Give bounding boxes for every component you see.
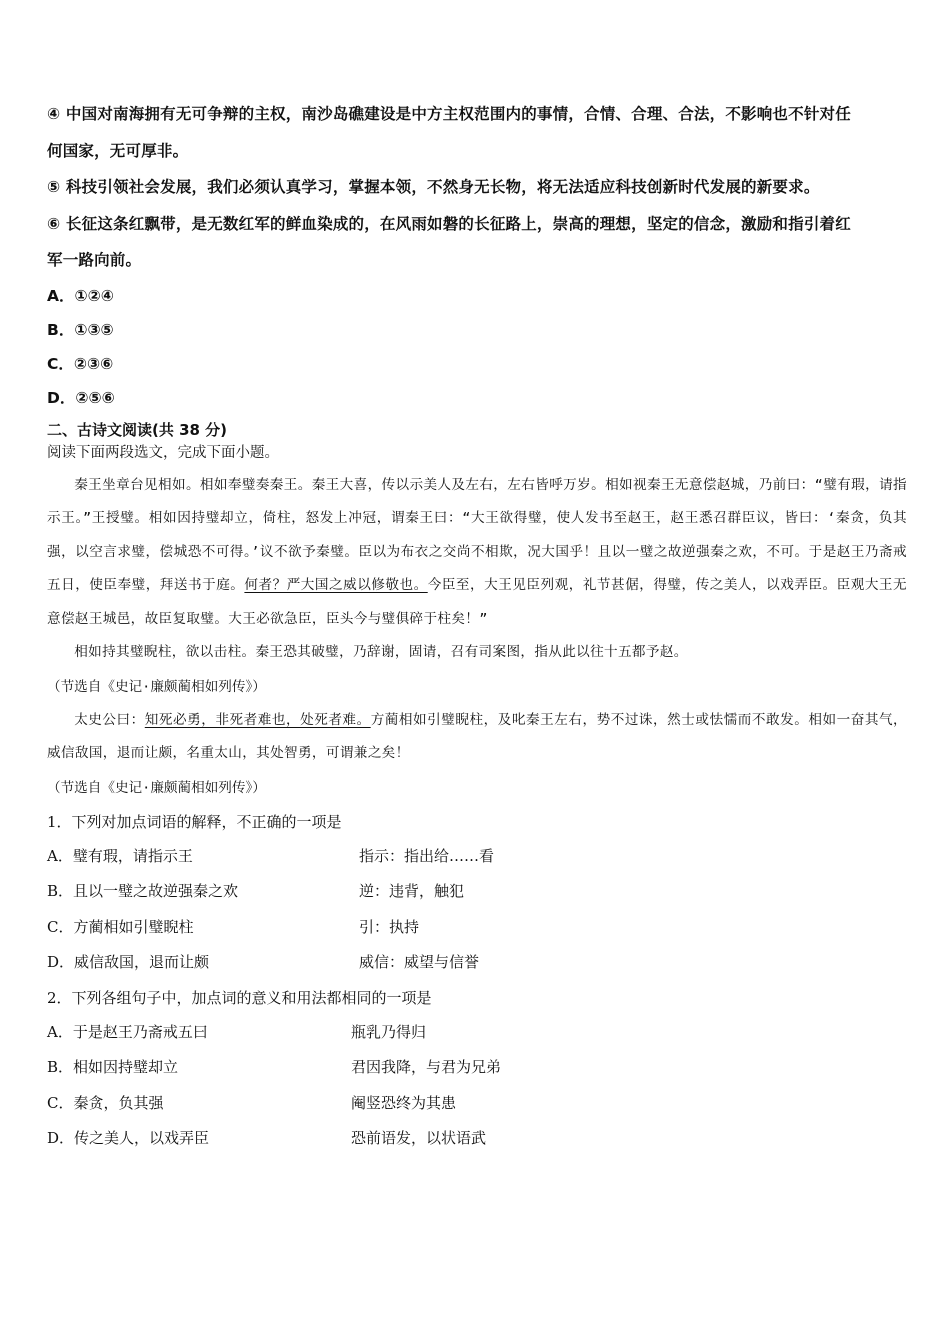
question-2-option-a-text: A．于是赵王乃斋戒五曰 [47, 1022, 208, 1041]
question-2-option-b[interactable] [47, 1050, 907, 1086]
statement-4-line1: ④ 中国对南海拥有无可争辩的主权，南沙岛礁建设是中方主权范围内的事情，合情、合理、合法，不影响也不针对任 [47, 105, 851, 123]
statement-4 [47, 96, 907, 169]
choice-b[interactable]: B．①③⑤ [47, 320, 114, 339]
passage-1-text-a: 秦王坐章台见相如。相如奉璧奏秦王。秦王大喜，传以示美人及左右，左右皆呼万岁。相如视秦王无意偿赵城，乃前曰：“璧有瑕，请指示王。”王授璧。相如因持璧却立，倚柱，怒发上冲冠，谓秦王曰：“大王欲得璧，使人发书至赵王，赵王悉召群臣议，皆曰：‘秦贪，负其强，以空言求璧，偿城恐不可得。’议不欲予秦璧。臣以为布衣之交尚不相欺，况大国乎！且以一璧之故逆强秦之欢，不可。于是赵王乃斋戒五日，使臣奉璧，拜送书于庭。 [47, 476, 907, 593]
question-1-option-d[interactable] [47, 945, 907, 981]
question-1-stem: 1．下列对加点词语的解释，不正确的一项是 [47, 812, 342, 831]
document-page [47, 96, 907, 1157]
statement-5 [47, 169, 907, 206]
question-2-option-b-text: B．相如因持璧却立 [47, 1058, 179, 1076]
section-title: 二、古诗文阅读(共 38 分) [47, 420, 228, 439]
passage-1-paragraph-1 [47, 469, 907, 637]
question-1-option-a-gloss: 指示：指出给……看 [359, 846, 495, 865]
passage-2-text: 方蔺相如引璧睨柱，及叱秦王左右，势不过诛，然士或怯懦而不敢发。相如一奋其气，威信敌国，退而让颇，名重太山，其处智勇，可谓兼之矣！ [47, 711, 908, 761]
question-2-option-d-pair: 恐前语发，以状语武 [351, 1129, 487, 1147]
question-1-option-d-text: D．威信敌国，退而让颇 [47, 953, 210, 971]
choice-a[interactable]: A．①②④ [47, 286, 114, 305]
passage-2-paragraph [47, 704, 907, 771]
passage-1-text-b: 今臣至，大王见臣列观，礼节甚倨，得璧，传之美人，以戏弄臣。臣观大王无意偿赵王城邑，故臣复取璧。大王必欲急臣，臣头今与璧俱碎于柱矣！” [47, 577, 907, 627]
question-1-option-b-gloss: 逆：违背，触犯 [359, 882, 465, 900]
question-1-option-c[interactable] [47, 910, 907, 946]
answer-choices [47, 279, 907, 415]
passage-2-source: （节选自《史记·廉颇蔺相如列传》） [47, 779, 266, 796]
section-instruction: 阅读下面两段选文，完成下面小题。 [47, 444, 279, 461]
statement-4-line2: 何国家，无可厚非。 [47, 141, 189, 160]
question-2-option-c-text: C．秦贪，负其强 [47, 1093, 164, 1112]
question-2-option-a[interactable] [47, 1015, 907, 1051]
question-1-option-b-text: B．且以一璧之故逆强秦之欢 [47, 882, 239, 900]
question-2 [47, 981, 907, 1157]
choice-c[interactable]: C．②③⑥ [47, 354, 114, 373]
passage-2-prefix: 太史公曰： [74, 711, 145, 728]
question-1-option-d-gloss: 威信：威望与信誉 [359, 953, 480, 971]
question-2-option-b-pair: 君因我降，与君为兄弟 [351, 1058, 502, 1076]
passage-1-paragraph-2: 相如持其璧睨柱，欲以击柱。秦王恐其破璧，乃辞谢，固请，召有司案图，指从此以往十五都予赵。 [74, 644, 688, 660]
question-1-option-a-text: A．璧有瑕，请指示王 [47, 846, 193, 865]
passage-1-source: （节选自《史记·廉颇蔺相如列传》） [47, 678, 266, 695]
question-1-option-c-text: C．方蔺相如引璧睨柱 [47, 917, 194, 936]
question-2-option-c-pair: 阉竖恐终为其患 [351, 1093, 457, 1112]
statement-6-line1: ⑥ 长征这条红飘带，是无数红军的鲜血染成的，在风雨如磐的长征路上，崇高的理想，坚定的信念，激励和指引着红 [47, 214, 851, 233]
passage-1 [47, 469, 907, 704]
question-1-option-b[interactable] [47, 874, 907, 910]
passage-2 [47, 704, 907, 805]
statement-6 [47, 206, 907, 279]
question-2-option-a-pair: 瓶乳乃得归 [351, 1022, 427, 1041]
choice-d[interactable]: D．②⑤⑥ [47, 388, 115, 407]
question-2-option-d[interactable] [47, 1121, 907, 1157]
passage-2-underlined-sentence: 知死必勇，非死者难也，处死者难。 [144, 711, 371, 728]
question-1 [47, 805, 907, 981]
passage-1-underlined-sentence: 何者？严大国之威以修敬也。 [244, 577, 428, 593]
question-2-option-d-text: D．传之美人，以戏弄臣 [47, 1129, 210, 1147]
statement-5-line1: ⑤ 科技引领社会发展，我们必须认真学习，掌握本领，不然身无长物，将无法适应科技创新时代发展的新要求。 [47, 178, 820, 196]
question-1-option-c-gloss: 引：执持 [359, 917, 420, 936]
question-1-option-a[interactable] [47, 839, 907, 875]
statement-6-line2: 军一路向前。 [47, 251, 142, 269]
question-2-option-c[interactable] [47, 1086, 907, 1122]
question-2-stem: 2．下列各组句子中，加点词的意义和用法都相同的一项是 [47, 988, 432, 1007]
